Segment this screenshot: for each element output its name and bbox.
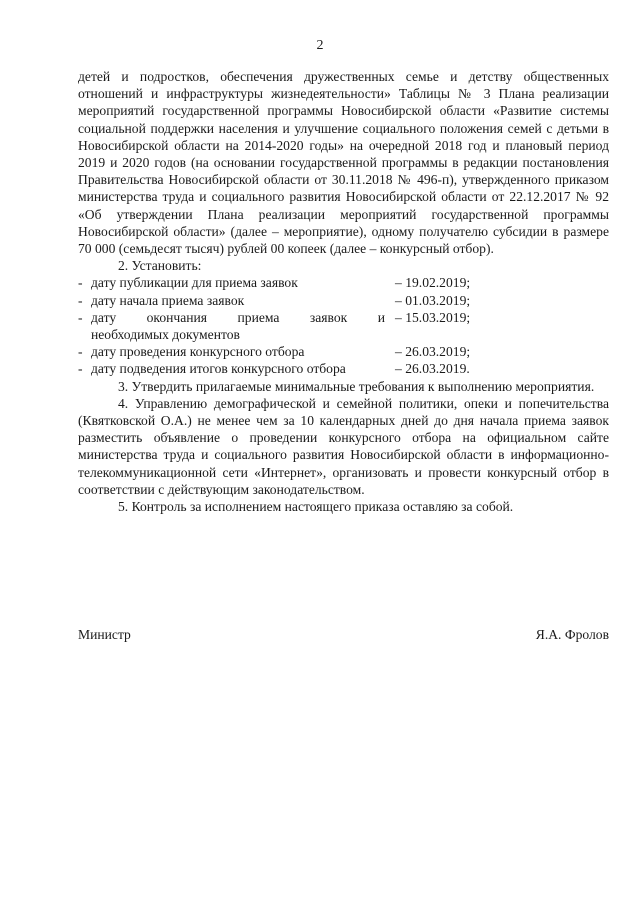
date-value: – 19.02.2019; — [395, 275, 471, 291]
date-value: – 15.03.2019; — [395, 309, 471, 325]
signatory-name: Я.А. Фролов — [535, 627, 609, 642]
date-row-publication — [78, 274, 609, 291]
signature-block — [78, 627, 609, 643]
list-dash: - — [78, 275, 83, 291]
date-row-start — [78, 292, 609, 309]
signatory-position: Министр — [78, 627, 131, 642]
date-value: – 26.03.2019. — [395, 361, 470, 377]
item-2-heading: 2. Установить: — [118, 258, 202, 274]
date-row-end-continuation — [78, 326, 609, 343]
date-label: дату окончания приема заявок и — [91, 309, 385, 325]
date-label: дату проведения конкурсного отбора — [91, 344, 305, 360]
date-row-selection — [78, 343, 609, 360]
date-label-continuation: необходимых документов — [91, 327, 240, 343]
date-value: – 01.03.2019; — [395, 292, 471, 308]
list-dash: - — [78, 344, 83, 360]
date-value: – 26.03.2019; — [395, 344, 471, 360]
list-dash: - — [78, 361, 83, 377]
item-3: 3. Утвердить прилагаемые минимальные требования к выполнению мероприятия. — [118, 378, 595, 394]
paragraph-continuation: детей и подростков, обеспечения дружественных семье и детству общественных отношений и инфраструктуры жизнедеятельности» Таблицы № 3 Плана реализации мероприятий государственной программы Новосибирской области «Развитие системы социальной поддержки населения и улучшение социального положения семей с детьми в Новосибирской области на 2014-2020 годы» на очередной 2018 год и плановый период 2019 и 2020 годов (на основании государственной программы в редакции постановления Правительства Новосибирской области от 30.11.2018 № 496-п), утвержденного приказом министерства труда и социального развития Новосибирской области от 22.12.2017 № 92 «Об утверждении Плана реализации мероприятий государственной программы Новосибирской области» (далее – мероприятие), одному получателю субсидии в размере 70 000 (семьдесят тысяч) рублей 00 копеек (далее – конкурсный отбор). — [78, 69, 609, 257]
page-number: 2 — [316, 38, 324, 53]
date-row-results — [78, 360, 609, 377]
date-label: дату начала приема заявок — [91, 292, 245, 308]
list-dash: - — [78, 292, 83, 308]
date-label: дату публикации для приема заявок — [91, 275, 298, 291]
item-4: 4. Управлению демографической и семейной политики, опеки и попечительства (Квятковской О.А.) не менее чем за 10 календарных дней до дня начала приема заявок разместить объявление о проведении конкурсного отбора на официальном сайте министерства труда и социального развития Новосибирской области в информационно-телекоммуникационной сети «Интернет», организовать и провести конкурсный отбор в соответствии с действующим законодательством. — [78, 395, 609, 497]
document-body — [78, 68, 609, 515]
dates-list — [78, 274, 609, 377]
list-dash: - — [78, 309, 83, 325]
date-row-end — [78, 309, 609, 326]
date-label: дату подведения итогов конкурсного отбора — [91, 361, 346, 377]
item-5: 5. Контроль за исполнением настоящего приказа оставляю за собой. — [118, 499, 514, 515]
